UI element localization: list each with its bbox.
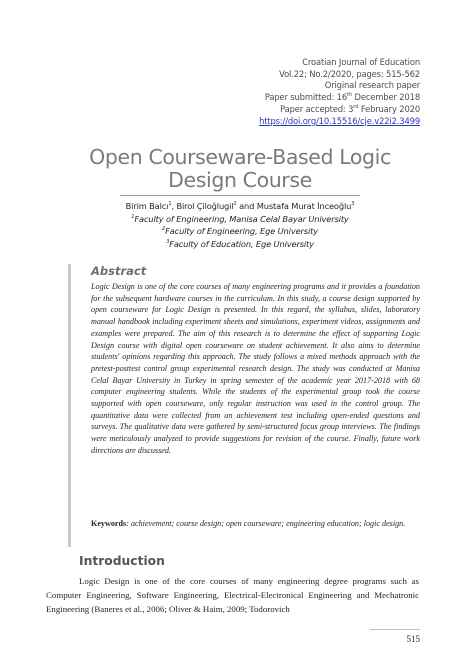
title-divider [120, 195, 360, 196]
submitted-date [259, 92, 420, 104]
introduction-heading: Introduction [79, 554, 165, 568]
abstract-heading: Abstract [91, 264, 147, 278]
submitted-prefix: Paper submitted: 16 [264, 92, 347, 103]
journal-info [259, 57, 420, 127]
accepted-prefix: Paper accepted: 3 [280, 103, 354, 114]
journal-name: Croatian Journal of Education [302, 57, 420, 67]
affiliation-3-sup: 3 [166, 239, 170, 246]
keywords [91, 518, 420, 530]
affiliation-3 [60, 238, 420, 251]
abstract-text: Logic Design is one of the core courses of many engineering programs and it provides a foundation for the subsequent hardware courses in the curriculum. In this study, a course design supported by open courseware for Logic Design is presented. In this regard, the syllabus, slides, laboratory manual handbook including experiment sheets and simulations, experiment videos, assignments and examples were prepared. The aim of this research is to determine the effect of supporting Logic Design course with digital open courseware on student achievement. It also aims to determine students' opinions regarding this approach. The study follows a mixed methods approach with the pretest-posttest control group experimental research design. The study was conducted at Manisa Celal Bayar University in Turkey in spring semester of the academic year 2017-2018 with 68 computer engineering students. While the students of the experimental group took the course supported with open courseware, only regular instruction was used in the control group. The quantitative data were collected from an achievement test including open-ended questions and surveys. The qualitative data were gathered by semi-structured focus group interviews. The findings were meticulously analyzed to provide suggestions for revision of the course. Finally, future work directions are discussed. [91, 282, 420, 455]
journal-volume: Vol.22; No.2/2020, pages: 515-562 [279, 68, 420, 79]
author-2-sup: 2 [233, 201, 237, 208]
keywords-label: Keywords [91, 519, 127, 528]
author-1: Birim Balcı [125, 201, 169, 211]
paper-type: Original research paper [324, 80, 420, 91]
author-2: , Birol Çiloğlugil [171, 201, 234, 211]
title-line-1: Open Courseware-Based Logic [89, 145, 391, 169]
footer-divider [370, 629, 420, 630]
affiliation-1 [60, 213, 420, 226]
page-number: 515 [406, 634, 420, 644]
accepted-sup: rd [353, 104, 359, 111]
affiliation-2-sup: 2 [161, 226, 166, 233]
keywords-text: : achievement; course design; open courseware; engineering education; logic design. [126, 519, 406, 528]
author-block [60, 200, 420, 251]
title-line-2: Design Course [168, 168, 312, 192]
affiliation-2-text: Faculty of Engineering, Ege University [165, 226, 318, 237]
abstract-side-bar [68, 264, 71, 547]
affiliation-1-sup: 1 [131, 213, 135, 220]
author-names [60, 200, 420, 213]
accepted-date [259, 104, 420, 116]
doi-link[interactable]: https://doi.org/10.15516/cje.v22i2.3499 [259, 115, 420, 126]
submitted-sup: th [347, 92, 353, 99]
author-3: and Mustafa Murat İnceoğlu [236, 201, 352, 211]
affiliation-2 [60, 225, 420, 238]
accepted-suffix: February 2020 [358, 103, 420, 114]
affiliation-3-text: Faculty of Education, Ege University [169, 239, 314, 250]
paper-title [60, 146, 420, 192]
author-1-sup: 1 [168, 201, 172, 208]
introduction-text: Logic Design is one of the core courses of many engineering degree programs such as Computer Engineering, Software Engineering, Electrical-Electronical Engineering and Mechatronic Engineering (Baneres et al., 2006; Oliver & Haim, 2009; Todorovich [46, 576, 419, 615]
submitted-suffix: December 2018 [352, 92, 420, 103]
affiliation-1-text: Faculty of Engineering, Manisa Celal Bayar University [134, 213, 349, 224]
author-3-sup: 3 [351, 201, 355, 208]
